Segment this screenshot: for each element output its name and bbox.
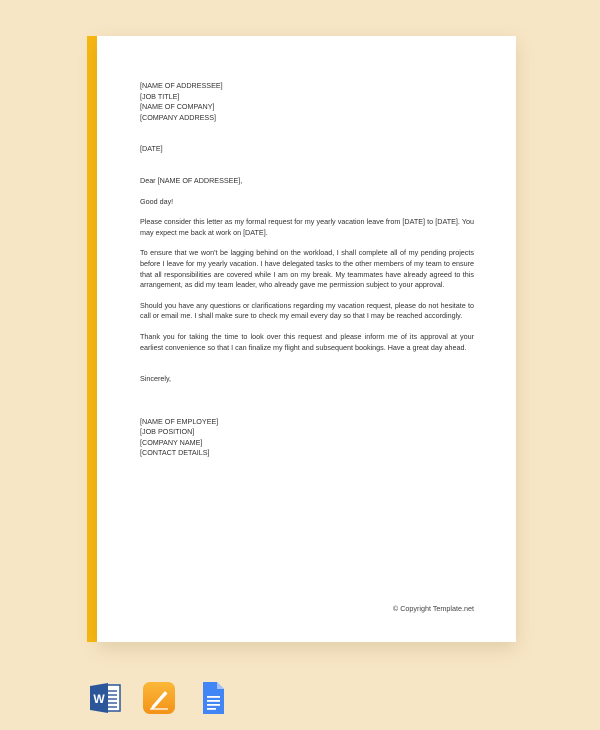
addressee-address: [COMPANY ADDRESS] [140,112,217,122]
greeting: Good day! [140,196,174,206]
binder-accent-bar [87,36,97,642]
word-icon[interactable] [88,681,122,715]
copyright-notice: © Copyright Template.net [392,604,474,613]
paragraph-1: Please consider this letter as my formal request for my yearly vacation leave from [DATE] to [DATE]. You may expect me back at work on [DATE]. [140,217,474,237]
employee-contact: [CONTACT DETAILS] [140,448,210,458]
addressee-job-title: [JOB TITLE] [140,91,180,101]
document-preview [87,36,516,642]
format-icons [88,680,230,716]
paragraph-2: To ensure that we won't be lagging behind on the workload, I shall complete all of my pending projects before I leave for my yearly vacation. I have delegated tasks to the other members of my team to ensure that all responsibilities are covered while I am on my break. My teammates have already agreed to this arrangement, as did my team leader, who already gave me permission subject to your approval. [140,248,474,290]
word-icon-letter: W [93,692,105,706]
letter-date: [DATE] [140,144,163,154]
letter-page [97,36,516,642]
addressee-name: [NAME OF ADDRESSEE] [140,81,223,90]
employee-name: [NAME OF EMPLOYEE] [140,416,219,426]
employee-job-position: [JOB POSITION] [140,427,195,437]
google-docs-icon[interactable] [196,681,230,715]
paragraph-4: Thank you for taking the time to look over this request and please inform me of its approval at your earliest convenience so that I can finalize my flight and subsequent bookings. Have a great day ahead. [140,331,474,352]
signature-block [140,417,474,459]
letter-body [140,81,474,459]
addressee-company: [NAME OF COMPANY] [140,102,215,112]
closing: Sincerely, [140,374,172,384]
pages-icon[interactable] [142,681,176,715]
paragraph-3: Should you have any questions or clarifications regarding my vacation request, please do not hesitate to call or email me. I shall make sure to check my email every day so that I may be reached accordingly. [140,300,474,321]
employee-company: [COMPANY NAME] [140,437,203,447]
salutation: Dear [NAME OF ADDRESSEE], [140,175,243,185]
addressee-block [140,81,474,123]
